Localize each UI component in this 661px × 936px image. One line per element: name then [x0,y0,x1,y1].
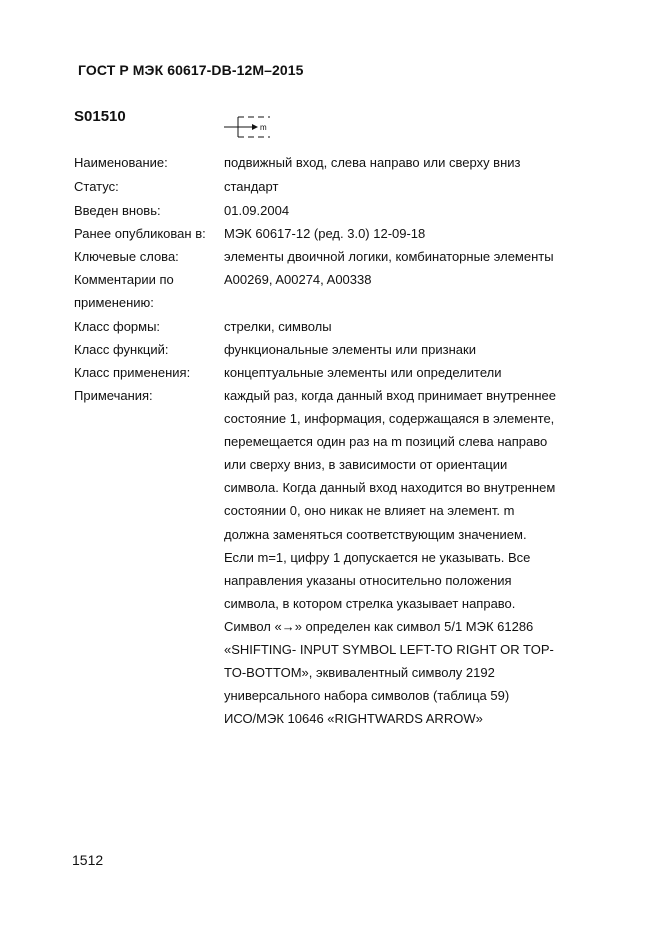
field-value: функциональные элементы или признаки [224,342,476,357]
notes-line: TO-BOTTOM», эквивалентный символу 2192 [224,665,495,681]
shifting-input-symbol-icon [222,112,282,142]
notes-line: направления указаны относительно положения [224,572,512,588]
notes-line: каждый раз, когда данный вход принимает внутреннее [224,388,556,403]
notes-line: должна заменяться соответствующим значением. [224,526,527,542]
field-value: 01.09.2004 [224,203,290,218]
notes-line: состоянии 0, оно никак не влияет на элемент. m [224,503,515,519]
field-label: Класс применения: [74,365,191,380]
notes-line: символа, в котором стрелка указывает направо. [224,595,516,611]
field-label: Наименование: [74,155,168,170]
notes-line: или сверху вниз, в зависимости от ориентации [224,457,508,473]
field-value: МЭК 60617-12 (ред. 3.0) 12-09-18 [224,226,426,241]
field-label: Класс формы: [74,319,161,334]
notes-text [224,384,584,730]
notes-line: Если m=1, цифру 1 допускается не указывать. Все [224,549,531,565]
field-value: стрелки, символы [224,319,332,334]
field-value: элементы двоичной логики, комбинаторные элементы [224,249,554,264]
symbol-graphic-label: m [260,123,267,132]
field-label: применению: [74,295,154,310]
symbol-code: S01510 [74,108,126,125]
field-label: Ранее опубликован в: [74,226,206,241]
notes-line: Символ «→» определен как символ 5/1 МЭК 61286 [224,618,534,634]
field-value: стандарт [224,179,279,194]
field-label: Класс функций: [74,342,169,357]
notes-line: перемещается один раз на m позиций слева направо [224,434,548,450]
document-header: ГОСТ Р МЭК 60617-DB-12M–2015 [78,62,304,78]
field-label: Комментарии по [74,272,174,287]
notes-label: Примечания: [74,388,153,403]
field-value: подвижный вход, слева направо или сверху вниз [224,155,521,170]
field-label: Статус: [74,179,119,194]
notes-line: «SHIFTING- INPUT SYMBOL LEFT-TO RIGHT OR TOP- [224,642,554,658]
field-value: концептуальные элементы или определители [224,365,502,380]
notes-line: ИСО/МЭК 10646 «RIGHTWARDS ARROW» [224,711,483,727]
notes-line: состояние 1, информация, содержащаяся в элементе, [224,411,555,427]
field-label: Введен вновь: [74,203,161,218]
notes-line: символа. Когда данный вход находится во внутреннем [224,480,556,496]
field-label: Ключевые слова: [74,249,179,264]
page-number: 1512 [72,852,104,868]
notes-line: универсального набора символов (таблица 59) [224,688,510,704]
field-value: A00269, A00274, A00338 [224,272,372,287]
